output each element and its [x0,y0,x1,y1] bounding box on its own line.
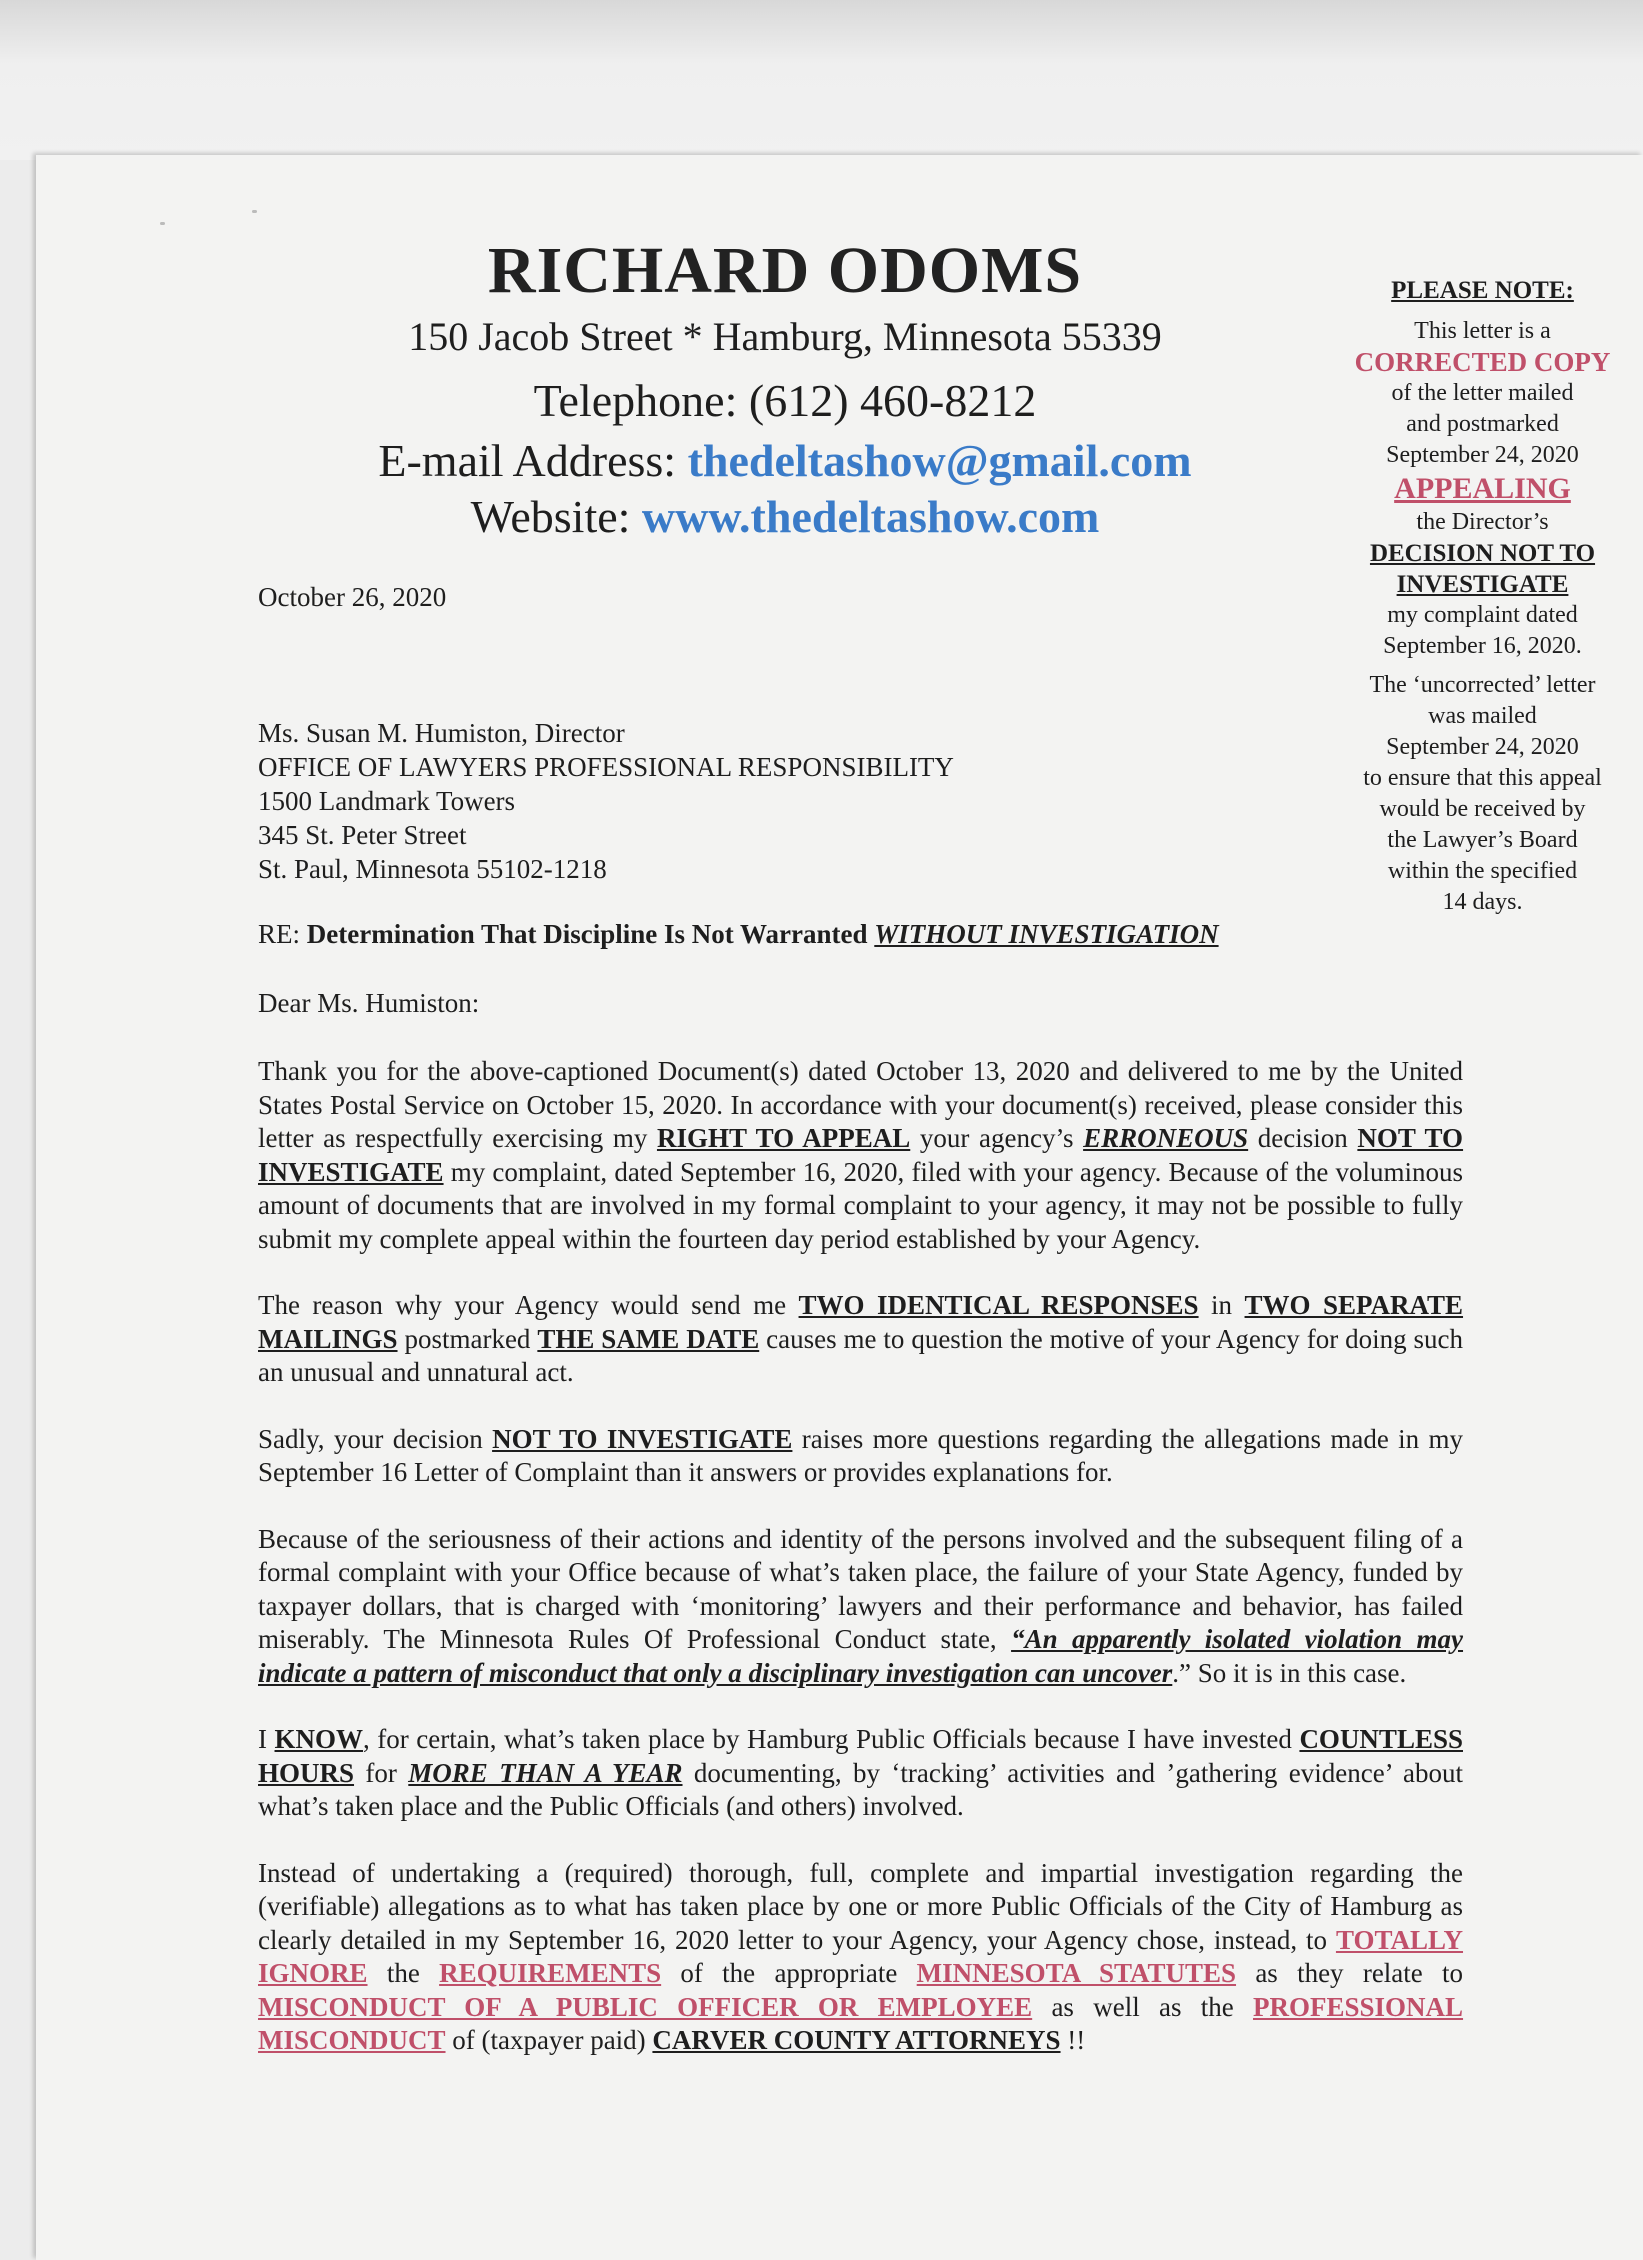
emphasis-not-to-investigate: NOT TO INVESTIGATE [258,1123,1464,1187]
emphasis-erroneous: ERRONEOUS [1083,1123,1249,1153]
recipient-line: St. Paul, Minnesota 55102-1218 [258,854,607,884]
emphasis-same-date: THE SAME DATE [537,1323,760,1354]
subject-line [258,919,1219,950]
emphasis-know: KNOW [274,1724,364,1754]
note-line: would be received by [1379,796,1586,822]
paragraph-3 [258,1423,1463,1490]
note-appealing: APPEALING [1394,472,1571,505]
re-emphasis: WITHOUT INVESTIGATION [874,919,1219,949]
letter-date: October 26, 2020 [258,582,447,612]
website-link[interactable]: www.thedeltashow.com [641,491,1100,542]
emphasis-two-separate-mailings: TWO SEPARATE MAILINGS [258,1290,1464,1354]
text-run: Instead of undertaking a (required) thorough, full, complete and impartial investigation regarding the (verifiable) allegations as to what has taken place by one or more Public Officials of the City of Hamburg as clearly detailed in my September 16, 2020 letter to your Agency, your Agency chose, instead, to [258,1857,1463,1955]
note-line: The ‘uncorrected’ letter [1369,672,1596,698]
emphasis-two-identical-responses: TWO IDENTICAL RESPONSES [798,1290,1199,1320]
text-run: as they relate to [1255,1958,1464,1988]
emphasis-not-to-investigate: NOT TO INVESTIGATE [492,1423,793,1454]
emphasis-right-to-appeal: RIGHT TO APPEAL [656,1123,911,1153]
note-line: within the specified [1387,858,1578,884]
note-line: my complaint dated [1387,602,1578,628]
note-line: the Lawyer’s Board [1387,827,1578,853]
paragraph-4 [258,1523,1463,1691]
text-run: as well as the [1051,1991,1234,2022]
recipient-line: 345 St. Peter Street [258,820,467,850]
note-line: was mailed [1428,703,1537,729]
text-run: of (taxpayer paid) [452,2025,646,2055]
note-line: the Director’s [1416,509,1549,535]
note-line: September 16, 2020. [1383,633,1582,659]
scan-speck [252,210,257,213]
text-run: Sadly, your decision [258,1423,483,1454]
emphasis-professional-misconduct: PROFESSIONAL MISCONDUCT [258,1991,1464,2055]
scan-background [0,0,1643,160]
text-run: my complaint, dated September 16, 2020, filed with your agency. Because of the voluminous amount of documents that are involved in my formal complaint to your agency, it may not be possible to fully submit my complete appeal within the fourteen day period established by your Agency. [258,1156,1464,1254]
email-link[interactable]: thedeltashow@gmail.com [687,435,1192,486]
note-line: This letter is a [1414,318,1551,344]
emphasis-totally-ignore: TOTALLY IGNORE [258,1924,1464,1988]
text-run: for [365,1757,397,1788]
re-label: RE: [258,919,301,949]
paragraph-6 [258,1857,1463,2058]
sender-name: RICHARD ODOMS [487,234,1083,307]
scan-speck [160,222,165,225]
re-subject: Determination That Discipline Is Not Warranted [306,919,868,949]
note-line: to ensure that this appeal [1363,765,1602,791]
emphasis-carver-county-attorneys: CARVER COUNTY ATTORNEYS [652,2025,1061,2055]
recipient-address [258,716,954,886]
note-line: of the letter mailed [1391,380,1574,406]
text-run: in [1211,1290,1233,1320]
text-run: the [386,1958,420,1988]
text-run: I [258,1724,267,1754]
letterhead [260,235,1310,545]
paragraph-5 [258,1723,1463,1824]
note-decision: DECISION NOT TO [1369,540,1596,567]
note-decision: INVESTIGATE [1396,571,1569,598]
emphasis-quote: “An apparently isolated violation may indicate a pattern of misconduct that only a disciplinary investigation can uncover [258,1624,1464,1688]
letter-body [258,1055,1463,2091]
sender-email-line [260,433,1310,489]
note-line: September 24, 2020 [1386,442,1579,468]
note-line: 14 days. [1442,889,1523,915]
note-line: and postmarked [1406,411,1559,437]
recipient-line: 1500 Landmark Towers [258,786,516,816]
text-run: .” So it is in this case. [1172,1657,1407,1688]
text-run: Because of the seriousness of their actions and identity of the persons involved and the subsequent filing of a formal complaint with your Office because of what’s taken place, the failure of your State Agency, funded by taxpayer dollars, that is charged with ‘monitoring’ lawyers and their performance and behavior, has failed miserably. The Minnesota Rules Of Professional Conduct state, [258,1523,1463,1654]
text-run: decision [1257,1123,1348,1153]
emphasis-more-than-a-year: MORE THAN A YEAR [408,1757,683,1788]
recipient-line: OFFICE OF LAWYERS PROFESSIONAL RESPONSIBILITY [258,752,954,782]
emphasis-minnesota-statutes: MINNESOTA STATUTES [916,1958,1237,1988]
emphasis-requirements: REQUIREMENTS [439,1958,662,1988]
salutation: Dear Ms. Humiston: [258,988,480,1018]
website-label: Website: [470,491,631,542]
text-run: The reason why your Agency would send me [258,1290,787,1320]
note-line: September 24, 2020 [1386,734,1579,760]
text-run: causes me to question the motive of your Agency for doing such an unusual and unnatural act. [258,1323,1464,1387]
sender-website-line [260,489,1310,545]
text-run: documenting, by ‘tracking’ activities and ’gathering evidence’ about what’s taken place and the Public Officials (and others) involved. [258,1757,1464,1821]
text-run: Thank you for the above-captioned Document(s) dated October 13, 2020 and delivered to me by the United States Postal Service on October 15, 2020. In accordance with your document(s) received, please consider this letter as respectfully exercising my [258,1056,1463,1153]
sender-phone: Telephone: (612) 460-8212 [533,375,1037,426]
recipient-line: Ms. Susan M. Humiston, Director [258,718,625,748]
text-run: postmarked [404,1323,531,1354]
text-run: , for certain, what’s taken place by Hamburg Public Officials because I have invested [363,1724,1292,1754]
text-run: of the appropriate [680,1958,898,1988]
text-run: raises more questions regarding the allegations made in my September 16 Letter of Complaint than it answers or provides explanations for. [258,1423,1464,1487]
note-title: PLEASE NOTE: [1391,277,1574,304]
emphasis-misconduct-public-officer: MISCONDUCT OF A PUBLIC OFFICER OR EMPLOYEE [258,1991,1033,2022]
please-note-box [1340,275,1625,918]
text-run: !! [1067,2025,1086,2055]
sender-address: 150 Jacob Street * Hamburg, Minnesota 55339 [408,314,1162,359]
email-label: E-mail Address: [378,435,677,486]
emphasis-countless-hours: COUNTLESS HOURS [258,1724,1463,1788]
paragraph-2 [258,1289,1463,1390]
note-corrected-copy: CORRECTED COPY [1354,347,1611,377]
text-run: your agency’s [919,1123,1074,1153]
paragraph-1 [258,1055,1463,1256]
note-gap [1340,662,1625,670]
